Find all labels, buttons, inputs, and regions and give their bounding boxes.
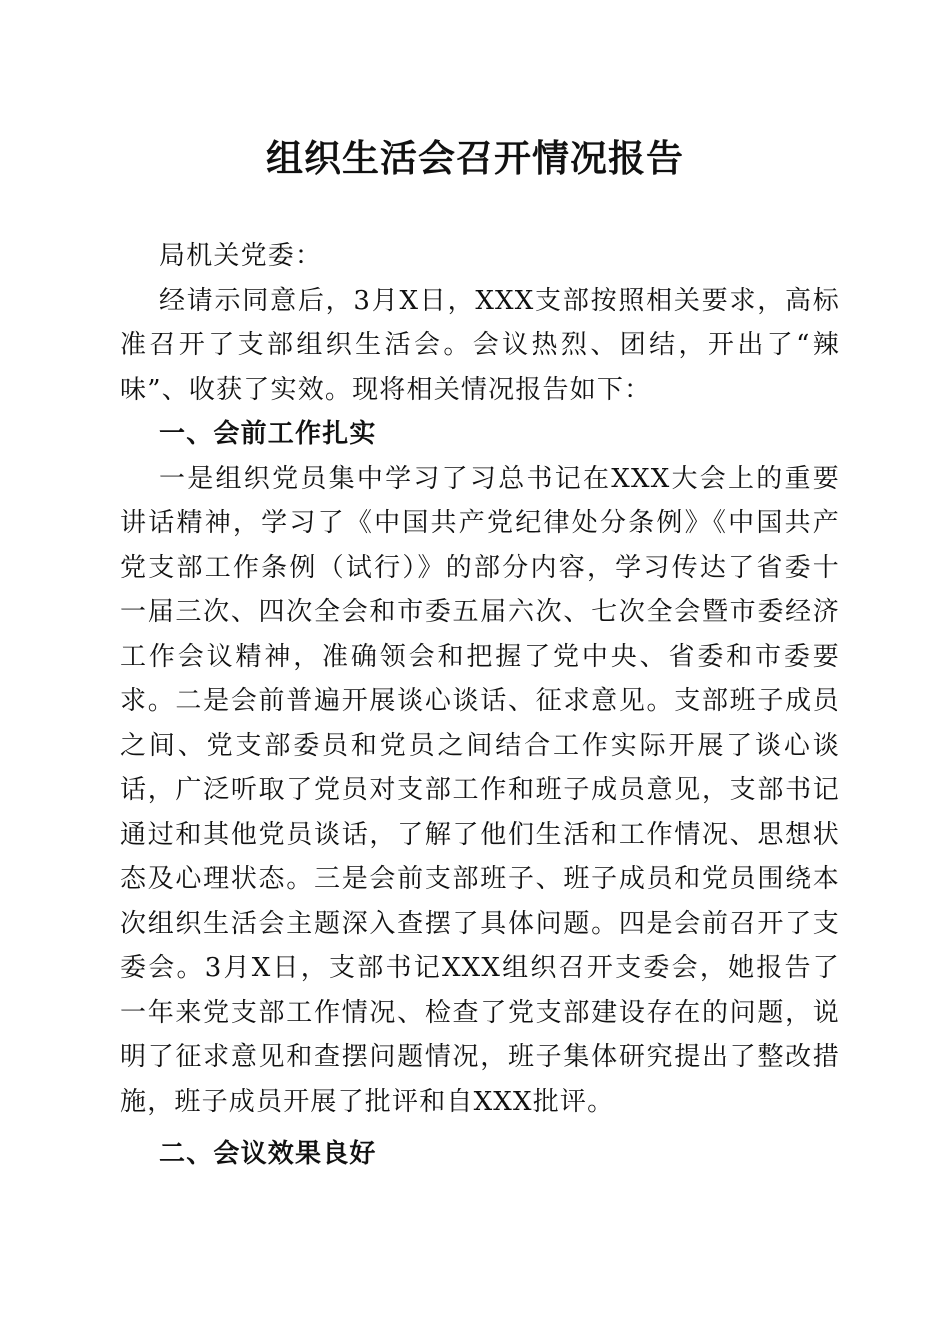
section-2-heading: 二、会议效果良好 [159,1139,377,1169]
document-body [120,234,840,1177]
section-1-paragraph: 一是组织党员集中学习了习总书记在XXX大会上的重要讲话精神，学习了《中国共产党纪律处分条例》《中国共产党支部工作条例（试行）》的部分内容，学习传达了省委十一届三次、四次全会和市委五届六次、七次全会暨市委经济工作会议精神，准确领会和把握了党中央、省委和市委要求。二是会前普遍开展谈心谈话、征求意见。支部班子成员之间、党支部委员和党员之间结合工作实际开展了谈心谈话，广泛听取了党员对支部工作和班子成员意见，支部书记通过和其他党员谈话，了解了他们生活和工作情况、思想状态及心理状态。三是会前支部班子、班子成员和党员围绕本次组织生活会主题深入查摆了具体问题。四是会前召开了支委会。3月X日，支部书记XXX组织召开支委会，她报告了一年来党支部工作情况、检查了党支部建设存在的问题，说明了征求意见和查摆问题情况，班子集体研究提出了整改措施，班子成员开展了批评和自XXX批评。 [120,463,840,1117]
document-title: 组织生活会召开情况报告 [266,137,684,180]
salutation: 局机关党委： [159,241,323,271]
section-1-heading: 一、会前工作扎实 [159,419,377,449]
paragraph-gap [120,1124,840,1132]
intro-paragraph: 经请示同意后，3月X日，XXX支部按照相关要求，高标准召开了支部组织生活会。会议热烈、团结，开出了“辣味”、收获了实效。现将相关情况报告如下： [120,285,840,405]
